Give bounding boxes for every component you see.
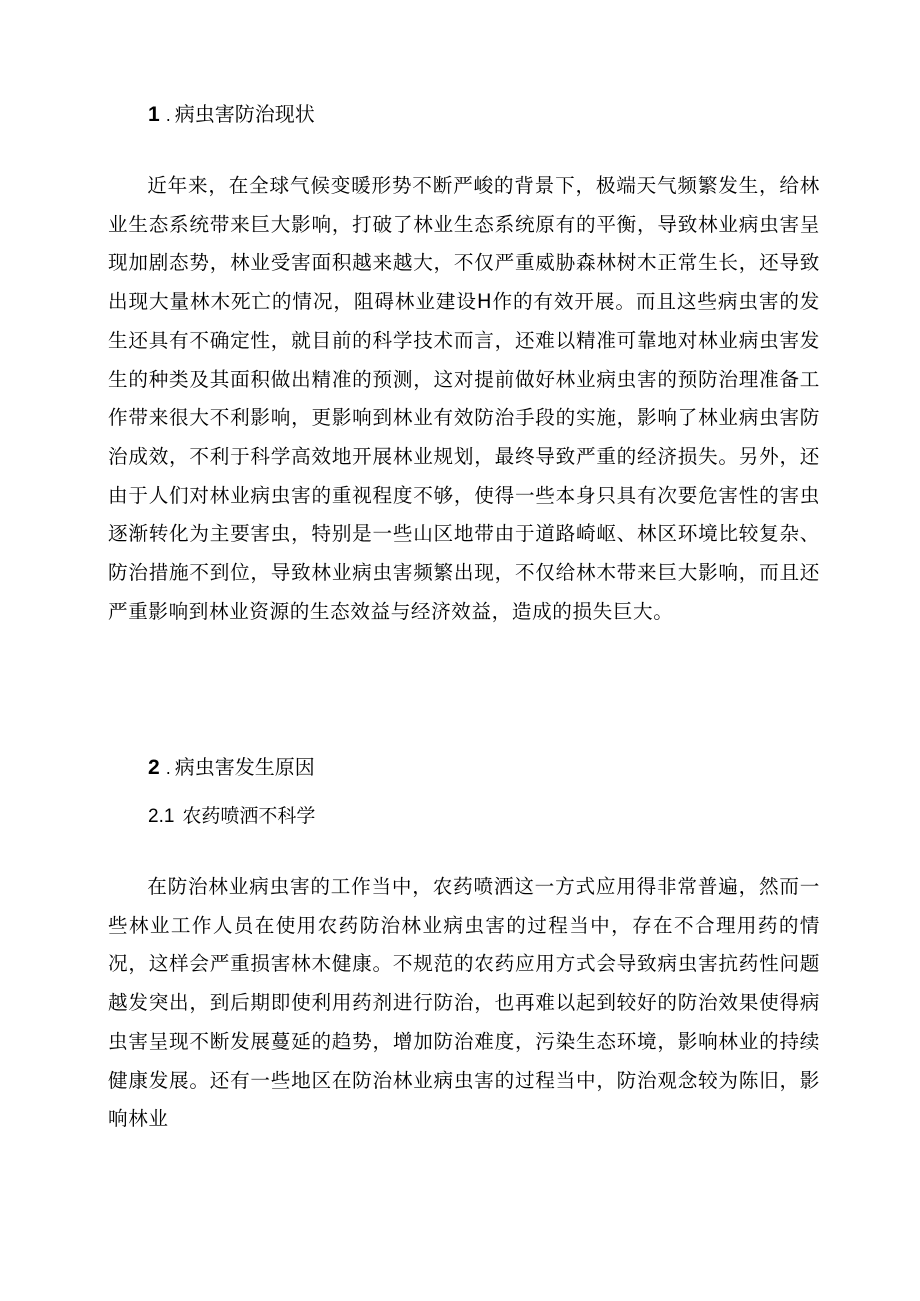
section-separator: .: [165, 106, 171, 125]
section-1-paragraph-1: 近年来，在全球气候变暖形势不断严峻的背景下，极端天气频繁发生，给林业生态系统带来巨大影响，打破了林业生态系统原有的平衡，导致林业病虫害呈现加剧态势，林业受害面积越来越大，不仅严重威胁森林树木正常生长，还导致出现大量林木死亡的情况，阻碍林业建设H作的有效开展。而且这些病虫害的发生还具有不确定性，就目前的科学技术而言，还难以精准可靠地对林业病虫害发生的种类及其面积做出精准的预测，这对提前做好林业病虫害的预防治理准备工作带来很大不利影响，更影响到林业有效防治手段的实施，影响了林业病虫害防治成效，不利于科学高效地开展林业规划，最终导致严重的经济损失。另外，还由于人们对林业病虫害的重视程度不够，使得一些本身只具有次要危害性的害虫逐渐转化为主要害虫，特别是一些山区地带由于道路崎岖、林区环境比较复杂、防治措施不到位，导致林业病虫害频繁出现，不仅给林木带来巨大影响，而且还严重影响到林业资源的生态效益与经济效益，造成的损失巨大。: [108, 174, 820, 623]
subsection-number: 2.1: [148, 806, 175, 827]
section-title: 病虫害防治现状: [174, 102, 315, 126]
subsection-title: 农药喷洒不科学: [182, 805, 316, 827]
section-title: 病虫害发生原因: [174, 755, 315, 779]
section-2-heading: [148, 752, 315, 784]
section-separator: .: [165, 759, 171, 778]
subsection-2-1-paragraph-1: 在防治林业病虫害的工作当中，农药喷洒这一方式应用得非常普遍，然而一些林业工作人员在使用农药防治林业病虫害的过程当中，存在不合理用药的情况，这样会严重损害林木健康。不规范的农药应用方式会导致病虫害抗药性问题越发突出，到后期即使利用药剂进行防治，也再难以起到较好的防治效果使得病虫害呈现不断发展蔓延的趋势，增加防治难度，污染生态环境，影响林业的持续健康发展。还有一些地区在防治林业病虫害的过程当中，防治观念较为陈旧，影响林业: [108, 875, 820, 1131]
section-number: 2: [148, 756, 160, 779]
section-1-heading: [148, 99, 315, 131]
subsection-2-1-heading: [148, 801, 315, 832]
section-number: 1: [148, 103, 160, 126]
